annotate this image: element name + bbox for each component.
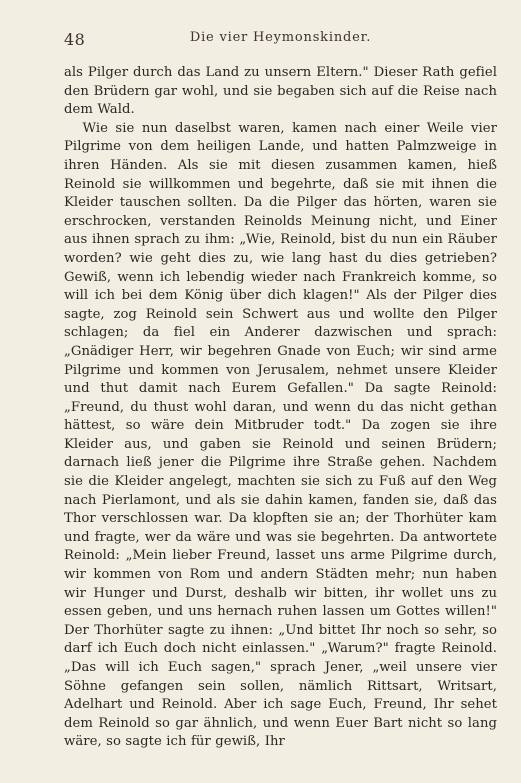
body-text — [64, 64, 497, 752]
page-header — [64, 30, 497, 52]
paragraph: Wie sie nun daselbst waren, kamen nach einer Weile vier Pilgrime von dem heiligen Lande, und hatten Palmzweige in ihren Händen. Als sie mit diesen zusammen kamen, hieß Reinold sie willkommen und begehrte, daß sie mit ihnen die Kleider tauschen sollten. Da die Pilger das hörten, waren sie erschrocken, verstanden Reinolds Meinung nicht, und Einer aus ihnen sprach zu ihm: „Wie, Reinold, bist du nun ein Räuber worden? wie geht dies zu, wie lang hast du dies getrieben? Gewiß, wenn ich lebendig wieder nach Frankreich komme, so will ich bei dem König über dich klagen!" Als der Pilger dies sagte, zog Reinold sein Schwert aus und wollte den Pilger schlagen; da fiel ein Anderer dazwischen und sprach: „Gnädiger Herr, wir begehren Gnade von Euch; wir sind arme Pilgrime und kommen von Jerusalem, nehmet unsere Kleider und thut damit nach Eurem Gefallen." Da sagte Reinold: „Freund, du thust wohl daran, und wenn du das nicht gethan hättest, so wäre dein Mitbruder todt." Da zogen sie ihre Kleider aus, und gaben sie Reinold und seinen Brüdern; darnach ließ jener die Pilgrime ihre Straße gehen. Nachdem sie die Kleider angelegt, machten sie sich zu Fuß auf den Weg nach Pierlamont, und als sie dahin kamen, fanden sie, daß das Thor verschlossen war. Da klopften sie an; der Thorhüter kam und fragte, wer da wäre und was sie begehrten. Da antwortete Reinold: „Mein lieber Freund, lasset uns arme Pilgrime durch, wir kommen von Rom und andern Städten mehr; nun haben wir Hunger und Durst, deshalb wir bitten, ihr wollet uns zu essen geben, und uns hernach ruhen lassen um Gottes willen!" Der Thorhüter sagte zu ihnen: „Und bittet Ihr noch so sehr, so darf ich Euch doch nicht einlassen." „Warum?" fragte Reinold. „Das will ich Euch sagen," sprach Jener, „weil unsere vier Söhne gefangen sein sollen, nämlich Rittsart, Writsart, Adelhart und Reinold. Aber ich sage Euch, Freund, Ihr sehet dem Reinold so gar ähnlich, und wenn Euer Bart nicht so lang wäre, so sagte ich für gewiß, Ihr — [64, 120, 497, 750]
paragraph: als Pilger durch das Land zu unsern Eltern." Dieser Rath gefiel den Brüdern gar wohl, und sie begaben sich auf die Reise nach dem Wald. — [64, 65, 497, 118]
running-title: Die vier Heymonskinder. — [189, 30, 372, 45]
page-number: 48 — [64, 30, 86, 49]
